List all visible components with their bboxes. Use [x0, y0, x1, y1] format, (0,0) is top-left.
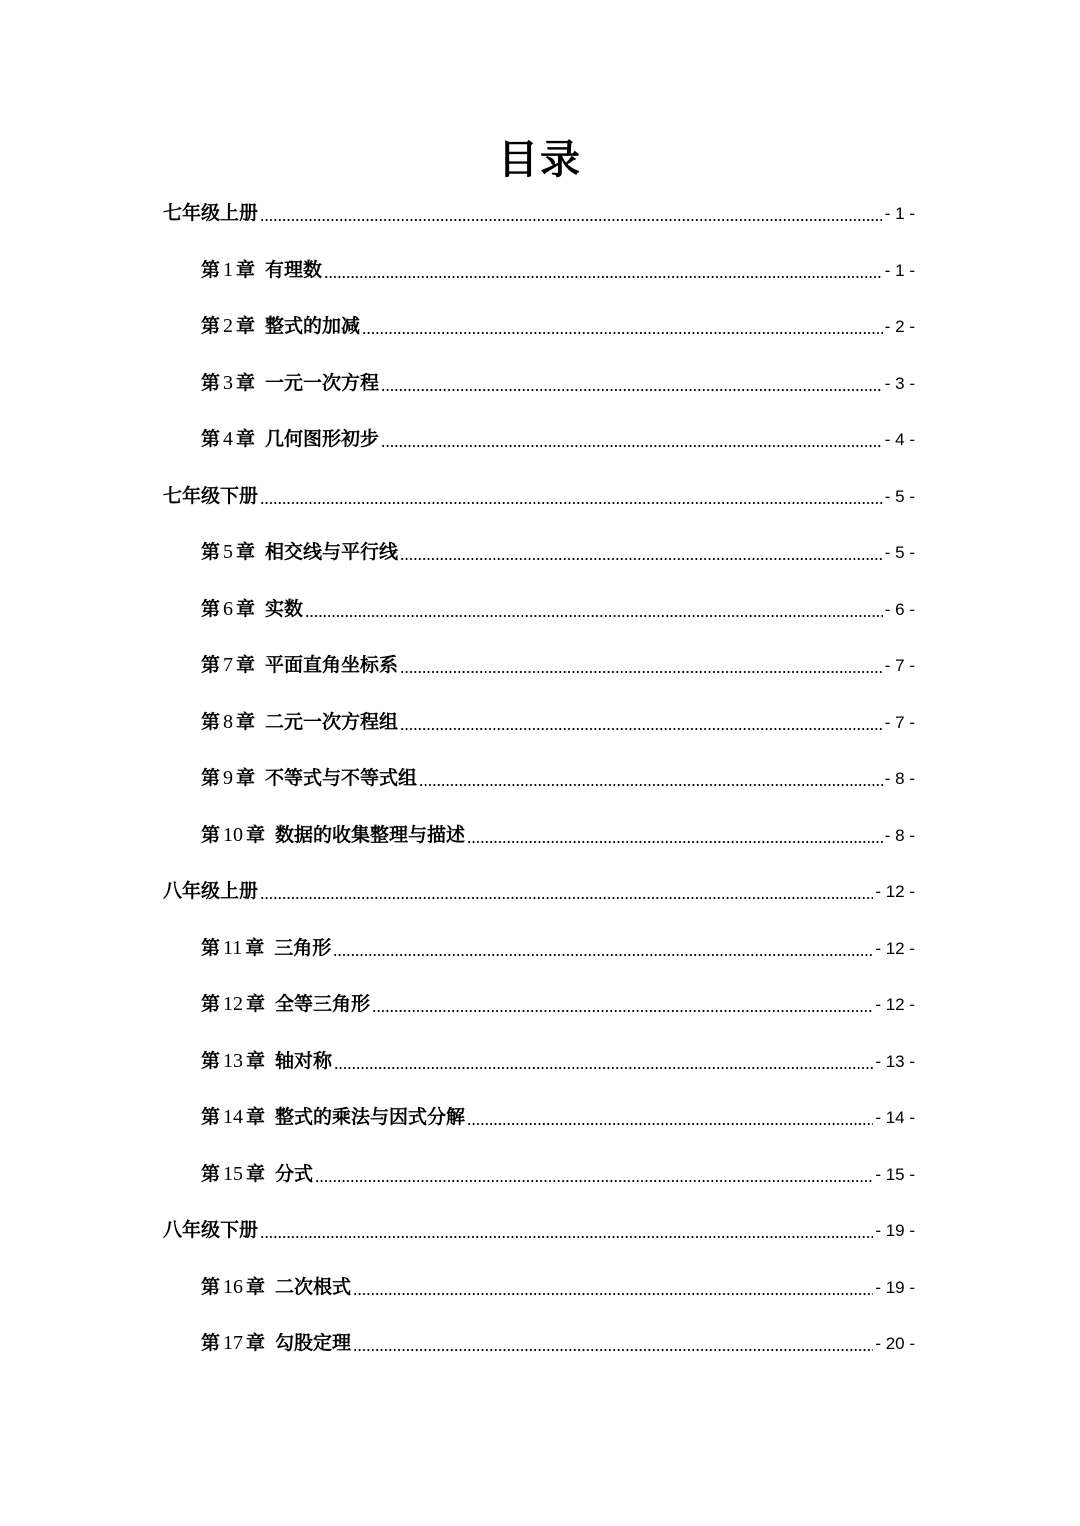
toc-entry-label: 八年级上册 — [163, 880, 259, 902]
chapter-title: 轴对称 — [275, 1049, 333, 1072]
chapter-suffix: 章 — [236, 258, 256, 281]
toc-entry-label — [201, 1161, 313, 1187]
chapter-prefix: 第 — [201, 541, 221, 563]
toc-page-number: - 15 - — [875, 1164, 915, 1184]
chapter-title: 一元一次方程 — [265, 371, 380, 394]
toc-page-number: - 12 - — [875, 882, 915, 901]
toc-chapter-entry[interactable] — [163, 370, 915, 427]
chapter-title: 全等三角形 — [275, 993, 371, 1015]
toc-entry-label — [201, 539, 398, 565]
dot-leader — [467, 1123, 873, 1125]
toc-page-number: - 1 - — [884, 260, 915, 280]
dot-leader — [353, 1349, 873, 1351]
chapter-prefix: 第 — [201, 315, 221, 337]
chapter-title: 勾股定理 — [275, 1332, 352, 1354]
toc-page-number: - 19 - — [875, 1277, 915, 1297]
dot-leader — [381, 445, 883, 447]
toc-section-entry[interactable] — [163, 878, 915, 935]
chapter-title: 二次根式 — [275, 1275, 352, 1298]
chapter-title: 不等式与不等式组 — [265, 767, 418, 789]
dot-leader — [260, 219, 883, 221]
toc-entry-label — [201, 596, 303, 622]
chapter-number: 3 — [223, 371, 234, 394]
chapter-title: 三角形 — [274, 936, 332, 959]
toc-section-entry[interactable] — [163, 483, 915, 540]
toc-chapter-entry[interactable] — [163, 765, 915, 822]
chapter-prefix: 第 — [201, 1275, 221, 1298]
toc-entry-label — [201, 426, 379, 452]
toc-entry-label — [201, 257, 322, 283]
chapter-number: 2 — [223, 315, 234, 337]
chapter-number: 17 — [223, 1332, 244, 1354]
toc-entry-label — [201, 935, 331, 961]
chapter-number: 6 — [223, 597, 234, 620]
toc-page-number: - 8 - — [884, 769, 915, 788]
toc-entry-label: 八年级下册 — [163, 1219, 259, 1241]
toc-chapter-entry[interactable] — [163, 1274, 915, 1331]
chapter-prefix: 第 — [201, 1162, 221, 1185]
chapter-suffix: 章 — [236, 597, 256, 620]
chapter-number: 15 — [223, 1162, 244, 1185]
dot-leader — [381, 389, 883, 391]
toc-section-entry[interactable] — [163, 200, 915, 257]
toc-entry-label — [201, 652, 398, 678]
chapter-number: 13 — [223, 1049, 244, 1072]
toc-page-number: - 6 - — [884, 599, 915, 619]
toc-entry-label — [201, 1330, 351, 1356]
chapter-number: 8 — [223, 710, 234, 733]
toc-page-number: - 12 - — [875, 995, 915, 1014]
toc-page-number: - 19 - — [875, 1221, 915, 1240]
chapter-suffix: 章 — [246, 1275, 266, 1298]
toc-page-number: - 8 - — [884, 825, 915, 845]
chapter-suffix: 章 — [236, 428, 256, 450]
chapter-number: 9 — [223, 767, 234, 789]
chapter-suffix: 章 — [246, 1106, 266, 1128]
toc-page-number: - 2 - — [884, 317, 915, 336]
dot-leader — [334, 1067, 873, 1069]
toc-page-number: - 20 - — [875, 1334, 915, 1353]
page-title: 目录 — [498, 136, 582, 183]
toc-chapter-entry[interactable] — [163, 313, 915, 370]
dot-leader — [260, 897, 873, 899]
toc-chapter-entry[interactable] — [163, 426, 915, 483]
toc-entry-label — [201, 1104, 465, 1130]
chapter-prefix: 第 — [201, 1049, 221, 1072]
chapter-prefix: 第 — [201, 597, 221, 620]
chapter-number: 11 — [223, 936, 243, 959]
chapter-title: 实数 — [265, 597, 304, 620]
chapter-suffix: 章 — [246, 823, 266, 846]
toc-page-number: - 3 - — [884, 373, 915, 393]
dot-leader — [372, 1010, 873, 1012]
dot-leader — [260, 1236, 873, 1238]
toc-chapter-entry[interactable] — [163, 991, 915, 1048]
toc-entry-label — [201, 1274, 351, 1300]
toc-chapter-entry[interactable] — [163, 596, 915, 653]
dot-leader — [324, 276, 883, 278]
toc-entry-label — [201, 1048, 332, 1074]
toc-entry-label — [201, 991, 370, 1017]
chapter-suffix: 章 — [236, 767, 256, 789]
chapter-suffix: 章 — [245, 936, 265, 959]
chapter-number: 7 — [223, 654, 234, 676]
toc-page-number: - 1 - — [884, 204, 915, 223]
toc-page-number: - 7 - — [884, 712, 915, 732]
chapter-number: 5 — [223, 541, 234, 563]
chapter-title: 整式的乘法与因式分解 — [275, 1106, 466, 1128]
toc-entry-label — [201, 313, 360, 339]
chapter-prefix: 第 — [201, 767, 221, 789]
toc-entry-label — [201, 765, 417, 791]
chapter-prefix: 第 — [201, 258, 221, 281]
chapter-title: 二元一次方程组 — [265, 710, 399, 733]
chapter-number: 4 — [223, 428, 234, 450]
toc-chapter-entry[interactable] — [163, 709, 915, 766]
toc-entry-label: 七年级上册 — [163, 202, 259, 224]
dot-leader — [400, 671, 883, 673]
toc-chapter-entry[interactable] — [163, 1048, 915, 1105]
chapter-number: 16 — [223, 1275, 244, 1298]
chapter-suffix: 章 — [246, 993, 266, 1015]
chapter-suffix: 章 — [246, 1332, 266, 1354]
toc-page-number: - 12 - — [875, 938, 915, 958]
toc-entry-label: 七年级下册 — [163, 484, 259, 507]
toc-page-number: - 13 - — [875, 1051, 915, 1071]
chapter-prefix: 第 — [201, 710, 221, 733]
dot-leader — [400, 558, 883, 560]
toc-chapter-entry[interactable] — [163, 539, 915, 596]
toc-entry-label — [201, 370, 379, 396]
chapter-title: 有理数 — [265, 258, 323, 281]
chapter-suffix: 章 — [246, 1162, 266, 1185]
toc-chapter-entry[interactable] — [163, 652, 915, 709]
toc-page-number: - 4 - — [884, 430, 915, 449]
chapter-prefix: 第 — [201, 371, 221, 394]
chapter-title: 相交线与平行线 — [265, 541, 399, 563]
chapter-suffix: 章 — [246, 1049, 266, 1072]
chapter-title: 分式 — [275, 1162, 314, 1185]
dot-leader — [353, 1293, 873, 1295]
chapter-title: 几何图形初步 — [265, 428, 380, 450]
table-of-contents — [163, 200, 915, 1387]
chapter-prefix: 第 — [201, 428, 221, 450]
toc-page-number: - 7 - — [884, 656, 915, 675]
toc-section-entry[interactable] — [163, 1217, 915, 1274]
chapter-suffix: 章 — [236, 654, 256, 676]
chapter-title: 平面直角坐标系 — [265, 654, 399, 676]
chapter-number: 10 — [223, 823, 244, 846]
chapter-prefix: 第 — [201, 936, 221, 959]
chapter-prefix: 第 — [201, 993, 221, 1015]
chapter-prefix: 第 — [201, 823, 221, 846]
dot-leader — [467, 841, 883, 843]
chapter-suffix: 章 — [236, 541, 256, 563]
toc-page-number: - 14 - — [875, 1108, 915, 1127]
chapter-number: 1 — [223, 258, 234, 281]
toc-chapter-entry[interactable] — [163, 257, 915, 314]
dot-leader — [362, 332, 883, 334]
dot-leader — [333, 954, 873, 956]
chapter-number: 14 — [223, 1106, 244, 1128]
chapter-title: 整式的加减 — [265, 315, 361, 337]
chapter-title: 数据的收集整理与描述 — [275, 823, 466, 846]
toc-chapter-entry[interactable] — [163, 1161, 915, 1218]
chapter-prefix: 第 — [201, 1106, 221, 1128]
dot-leader — [419, 784, 883, 786]
chapter-number: 12 — [223, 993, 244, 1015]
chapter-prefix: 第 — [201, 654, 221, 676]
chapter-prefix: 第 — [201, 1332, 221, 1354]
toc-chapter-entry[interactable] — [163, 1330, 915, 1387]
toc-chapter-entry[interactable] — [163, 822, 915, 879]
dot-leader — [260, 502, 883, 504]
toc-entry-label — [201, 822, 465, 848]
dot-leader — [315, 1180, 873, 1182]
dot-leader — [305, 615, 883, 617]
toc-entry-label — [201, 709, 398, 735]
toc-chapter-entry[interactable] — [163, 1104, 915, 1161]
chapter-suffix: 章 — [236, 371, 256, 394]
dot-leader — [400, 728, 883, 730]
chapter-suffix: 章 — [236, 710, 256, 733]
chapter-suffix: 章 — [236, 315, 256, 337]
toc-page-number: - 5 - — [884, 543, 915, 562]
toc-chapter-entry[interactable] — [163, 935, 915, 992]
toc-page-number: - 5 - — [884, 486, 915, 506]
